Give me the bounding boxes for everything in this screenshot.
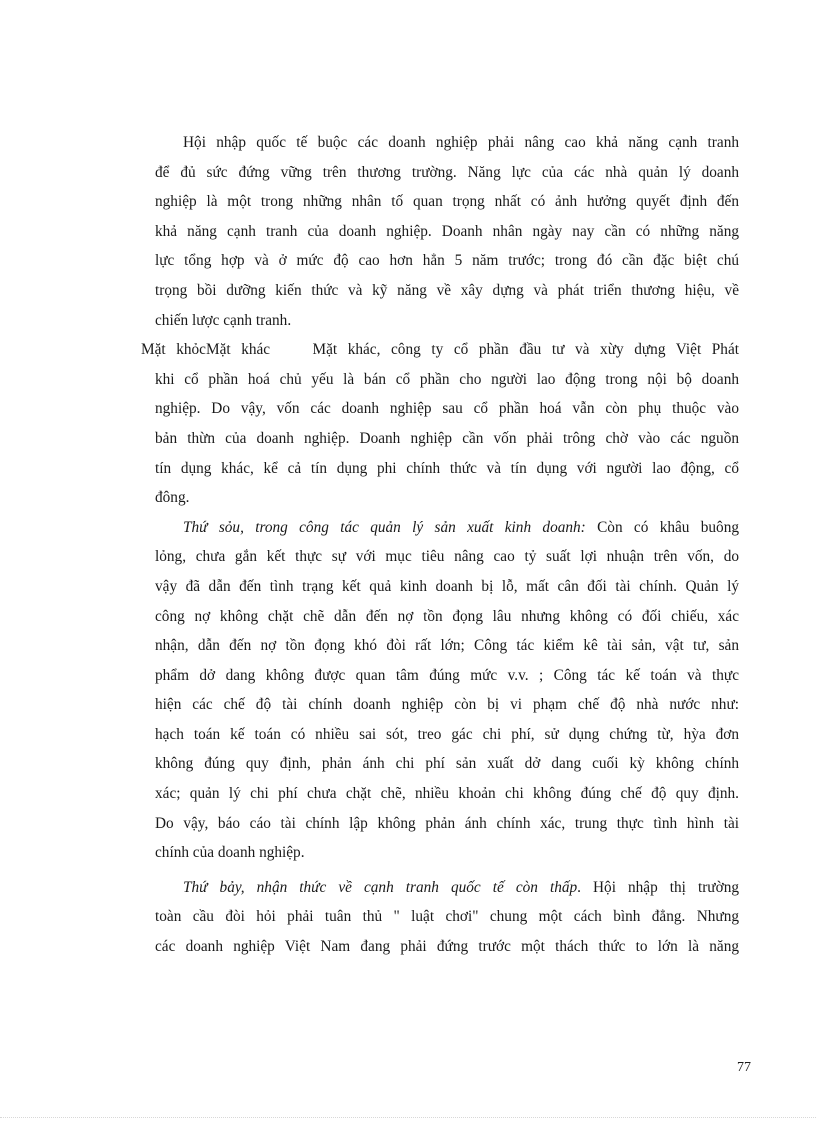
page-number: 77 bbox=[737, 1060, 751, 1075]
text-line bbox=[155, 513, 739, 543]
text-line: nhận, dẫn đến nợ tồn đọng khó đòi rất lớn; Công tác kiểm kê tài sản, vật tư, sản bbox=[155, 637, 739, 655]
text-line: hiện các chế độ tài chính doanh nghiệp còn bị vi phạm chế độ nhà nước như: bbox=[155, 696, 739, 714]
text-line: không đúng quy định, phản ánh chi phí sản xuất dở dang cuối kỳ không chính bbox=[155, 755, 739, 773]
text-line: đông. bbox=[155, 489, 190, 507]
text-line: Do vậy, báo cáo tài chính lập không phản ánh chính xác, trung thực tình hình tài bbox=[155, 814, 739, 832]
lead-rest: Còn có khâu buông bbox=[585, 518, 739, 536]
paragraph-4 bbox=[155, 873, 739, 962]
text-line: vậy đã dẫn đến tình trạng kết quả kinh doanh bị lỗ, mất cân đối tài chính. Quản lý bbox=[155, 577, 739, 595]
text-line: trọng bồi dưỡng kiến thức và kỹ năng về xây dựng và phát triển thương hiệu, về bbox=[155, 281, 739, 299]
text-line: các doanh nghiệp Việt Nam đang phải đứng trước một thách thức to lớn là năng bbox=[155, 938, 739, 956]
text-line: hạch toán kế toán có nhiều sai sót, treo gác chi phí, sử dụng chứng từ, hỳa đơn bbox=[155, 725, 739, 743]
lead-phrase-italic: Thứ bảy, nhận thức về cạnh tranh quốc tế còn thấp bbox=[183, 878, 578, 896]
body-text bbox=[141, 128, 739, 962]
text-line: Hội nhập quốc tế buộc các doanh nghiệp phải nâng cao khả năng cạnh tranh bbox=[183, 134, 739, 151]
text-line bbox=[155, 873, 739, 903]
text-line: chiến lược cạnh tranh. bbox=[155, 311, 292, 329]
text-line: nghiệp là một trong những nhân tố quan trọng nhất có ảnh hưởng quyết định đến bbox=[155, 193, 739, 211]
text-line: chính của doanh nghiệp. bbox=[155, 844, 305, 862]
text-line: công nợ không chặt chẽ dẫn đến nợ tồn đọng lâu nhưng không có đối chiếu, xác bbox=[155, 607, 739, 625]
lead-phrase-italic: Thứ sỏu, trong công tác quản lý sản xuất kinh doanh: bbox=[183, 518, 586, 536]
text-line: Mặt khỏcMặt khác Mặt khác, công ty cổ phần đầu tư và xừy dựng Việt Phát bbox=[141, 341, 739, 359]
text-line: để đủ sức đứng vững trên thương trường. Năng lực của các nhà quản lý doanh bbox=[155, 163, 739, 181]
text-line: lực tổng hợp và ở mức độ cao hơn hẳn 5 năm trước; trong đó cần đặc biệt chú bbox=[155, 252, 739, 270]
paragraph-3 bbox=[155, 513, 739, 868]
page-edge-divider bbox=[0, 1117, 816, 1118]
text-line: bản thừn của doanh nghiệp. Doanh nghiệp cần vốn phải trông chờ vào các nguồn bbox=[155, 429, 739, 447]
text-line: nghiệp. Do vậy, vốn các doanh nghiệp sau cổ phần hoá vẫn còn phụ thuộc vào bbox=[155, 400, 739, 418]
text-line: lỏng, chưa gắn kết thực sự với mục tiêu nâng cao tỷ suất lợi nhuận trên vốn, do bbox=[155, 548, 739, 566]
paragraph-2 bbox=[141, 335, 739, 513]
text-line: tín dụng khác, kể cả tín dụng phi chính thức và tín dụng với người lao động, cổ bbox=[155, 459, 739, 477]
text-line: khi cổ phần hoá chủ yếu là bán cổ phần cho người lao động trong nội bộ doanh bbox=[155, 370, 739, 388]
lead-rest: . Hội nhập thị trường bbox=[577, 878, 739, 896]
text-line: xác; quản lý chi phí chưa chặt chẽ, nhiều khoản chi không đúng chế độ quy định. bbox=[155, 785, 739, 803]
text-line: toàn cầu đòi hỏi phải tuân thủ " luật chơi" chung một cách bình đẳng. Nhưng bbox=[155, 908, 739, 926]
paragraph-1 bbox=[155, 128, 739, 335]
text-line: phẩm dở dang không được quan tâm đúng mức v.v. ; Công tác kế toán và thực bbox=[155, 666, 739, 684]
text-line: khả năng cạnh tranh của doanh nghiệp. Doanh nhân ngày nay cần có những năng bbox=[155, 222, 739, 240]
